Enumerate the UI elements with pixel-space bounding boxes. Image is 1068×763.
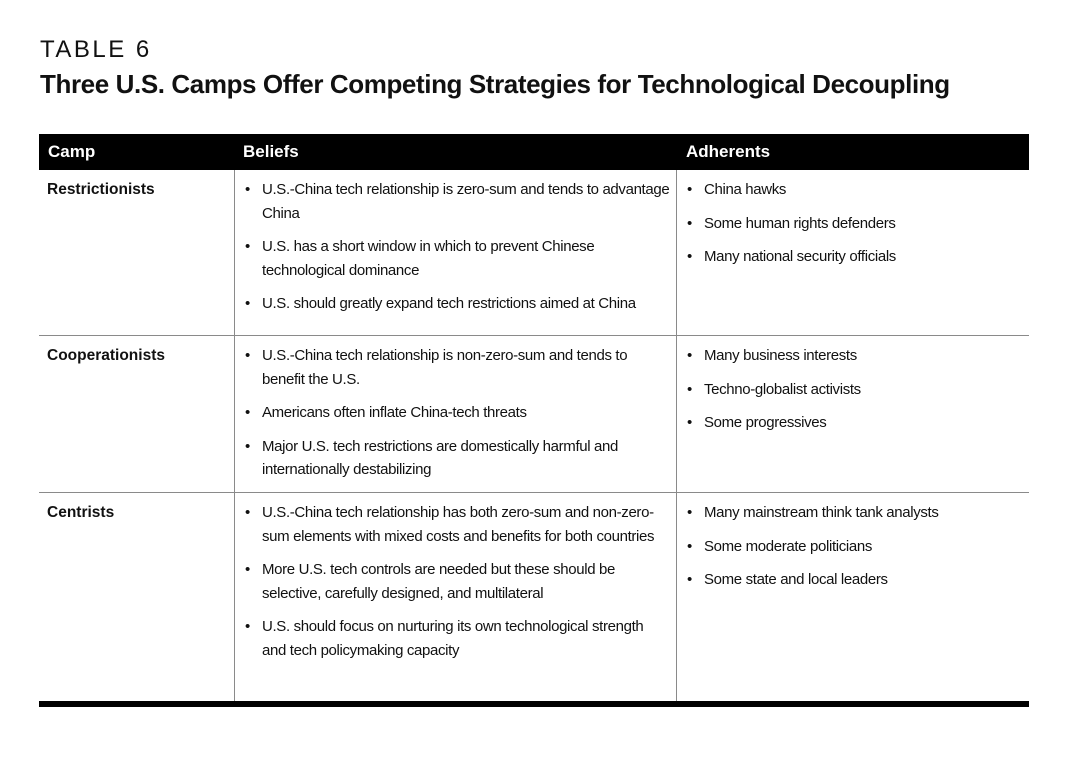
table-title: Three U.S. Camps Offer Competing Strategies for Technological Decoupling	[40, 69, 950, 99]
bullet-icon: •	[245, 404, 250, 421]
beliefs-cell	[234, 336, 677, 492]
bullet-icon: •	[687, 380, 692, 398]
bullet-icon: •	[687, 504, 692, 521]
bullet-icon: •	[245, 504, 250, 521]
adherent-item: • Many national security officials	[686, 245, 1023, 269]
header-beliefs: Beliefs	[243, 142, 299, 161]
bullet-icon: •	[245, 347, 250, 364]
adherents-list	[686, 501, 1023, 592]
table-row	[39, 493, 1029, 701]
beliefs-cell	[234, 493, 677, 701]
adherent-item: • Many mainstream think tank analysts	[686, 501, 1023, 525]
beliefs-list	[244, 344, 670, 482]
adherents-cell	[677, 336, 1029, 492]
adherents-list	[686, 178, 1023, 269]
adherent-item: • Some progressives	[686, 411, 1023, 435]
belief-item: • U.S.-China tech relationship is zero-sum and tends to advantage China	[244, 178, 670, 225]
bullet-icon: •	[245, 238, 250, 255]
bullet-icon: •	[687, 571, 692, 588]
belief-item: • More U.S. tech controls are needed but these should be selective, carefully designed, and multilateral	[244, 558, 670, 605]
camp-name: Cooperationists	[47, 347, 165, 364]
adherents-list	[686, 344, 1023, 435]
beliefs-cell	[234, 170, 677, 335]
bullet-icon: •	[245, 295, 250, 312]
beliefs-list	[244, 178, 670, 316]
camp-cell	[39, 336, 234, 492]
table-header	[39, 134, 1029, 170]
header-adherents: Adherents	[686, 142, 771, 161]
belief-item: • Major U.S. tech restrictions are domestically harmful and internationally destabilizing	[244, 435, 670, 482]
belief-item: • U.S.-China tech relationship has both zero-sum and non-zero-sum elements with mixed costs and benefits for both countries	[244, 501, 670, 548]
adherents-cell	[677, 170, 1029, 335]
adherents-cell	[677, 493, 1029, 701]
adherent-item: • China hawks	[686, 178, 1023, 202]
bullet-icon: •	[245, 437, 250, 455]
bullet-icon: •	[245, 561, 250, 578]
adherent-item: • Some human rights defenders	[686, 212, 1023, 236]
adherent-item: • Techno-globalist activists	[686, 378, 1023, 402]
camp-name: Centrists	[47, 504, 115, 521]
table-label: TABLE 6	[40, 36, 152, 63]
belief-item: • U.S.-China tech relationship is non-zero-sum and tends to benefit the U.S.	[244, 344, 670, 391]
bullet-icon: •	[687, 181, 692, 198]
belief-item: • U.S. has a short window in which to prevent Chinese technological dominance	[244, 235, 670, 282]
table-row	[39, 336, 1029, 493]
bullet-icon: •	[687, 347, 692, 364]
belief-item: • Americans often inflate China-tech threats	[244, 401, 670, 425]
belief-item: • U.S. should focus on nurturing its own technological strength and tech policymaking capacity	[244, 615, 670, 662]
bullet-icon: •	[245, 618, 250, 635]
beliefs-list	[244, 501, 670, 662]
belief-item: • U.S. should greatly expand tech restrictions aimed at China	[244, 292, 670, 316]
camp-name: Restrictionists	[47, 181, 155, 198]
bullet-icon: •	[687, 248, 692, 265]
adherent-item: • Some moderate politicians	[686, 535, 1023, 559]
camps-table	[39, 134, 1029, 701]
bullet-icon: •	[245, 181, 250, 198]
bullet-icon: •	[687, 414, 692, 431]
camp-cell	[39, 493, 234, 701]
header-camp: Camp	[48, 142, 96, 161]
bullet-icon: •	[687, 537, 692, 555]
table-row	[39, 170, 1029, 336]
bullet-icon: •	[687, 214, 692, 232]
camp-cell	[39, 170, 234, 335]
adherent-item: • Some state and local leaders	[686, 568, 1023, 592]
table-bottom-rule	[39, 701, 1029, 707]
adherent-item: • Many business interests	[686, 344, 1023, 368]
